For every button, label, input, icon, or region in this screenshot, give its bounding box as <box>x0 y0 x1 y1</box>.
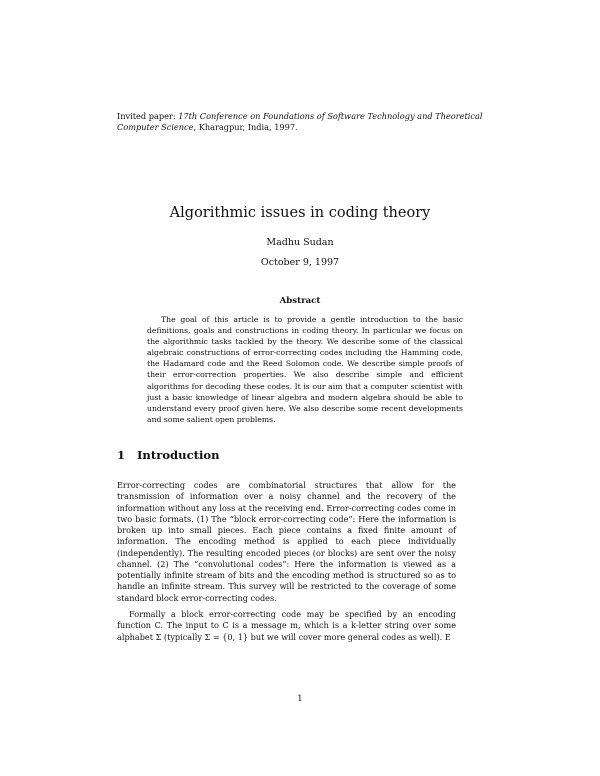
conference-name: 17th Conference on Foundations of Software Technology and Theoretical Computer Science <box>117 111 483 132</box>
body-paragraph: Error-correcting codes are combinatorial structures that allow for the transmission of information over a noisy channel and the recovery of the information without any loss at the receiving end. Error-correcting codes come in two basic formats. (1) The “block error-correcting code”: Here the information is broken up into small pieces. Each piece contains a fixed finite amount of information. The encoding method is applied to each piece individually (independently). The resulting encoded pieces (or blocks) are sent over the noisy channel. (2) The “convolutional codes”: Here the information is viewed as a potentially infinite stream of bits and the encoding method is structured so as to handle an infinite stream. This survey will be restricted to the coverage of some standard block error-correcting codes. <box>117 480 456 603</box>
section-number: 1 <box>117 448 126 462</box>
paper-date: October 9, 1997 <box>260 257 340 268</box>
abstract-text: The goal of this article is to provide a gentle introduction to the basic definitions, goals and constructions in coding theory. In particular we focus on the algorithmic tasks tackled by the theory. We describe some of the classical algebraic constructions of error-correcting codes including the Hamming code, the Hadamard code and the Reed Solomon code. We describe simple proofs of their error-correction properties. We also describe simple and efficient algorithms for decoding these codes. It is our aim that a computer scientist with just a basic knowledge of linear algebra and modern algebra should be able to understand every proof given here. We also describe some recent developments and some salient open problems. <box>147 315 463 424</box>
invited-paper-note <box>117 111 487 133</box>
paper-title: Algorithmic issues in coding theory <box>169 205 431 221</box>
conference-location: , Kharagpur, India, 1997. <box>193 122 298 132</box>
page-number: 1 <box>297 694 303 704</box>
section-title: Introduction <box>137 448 220 462</box>
author-name: Madhu Sudan <box>266 237 334 248</box>
abstract-heading: Abstract <box>279 296 321 306</box>
section-heading <box>117 448 220 462</box>
body-paragraph: Formally a block error-correcting code may be specified by an encoding function C. The input to C is a message m, which is a k-letter string over some alphabet Σ (typically Σ = {0, 1} but we will cover more general codes as well). E <box>117 609 456 642</box>
invited-prefix: Invited paper: <box>117 111 179 121</box>
